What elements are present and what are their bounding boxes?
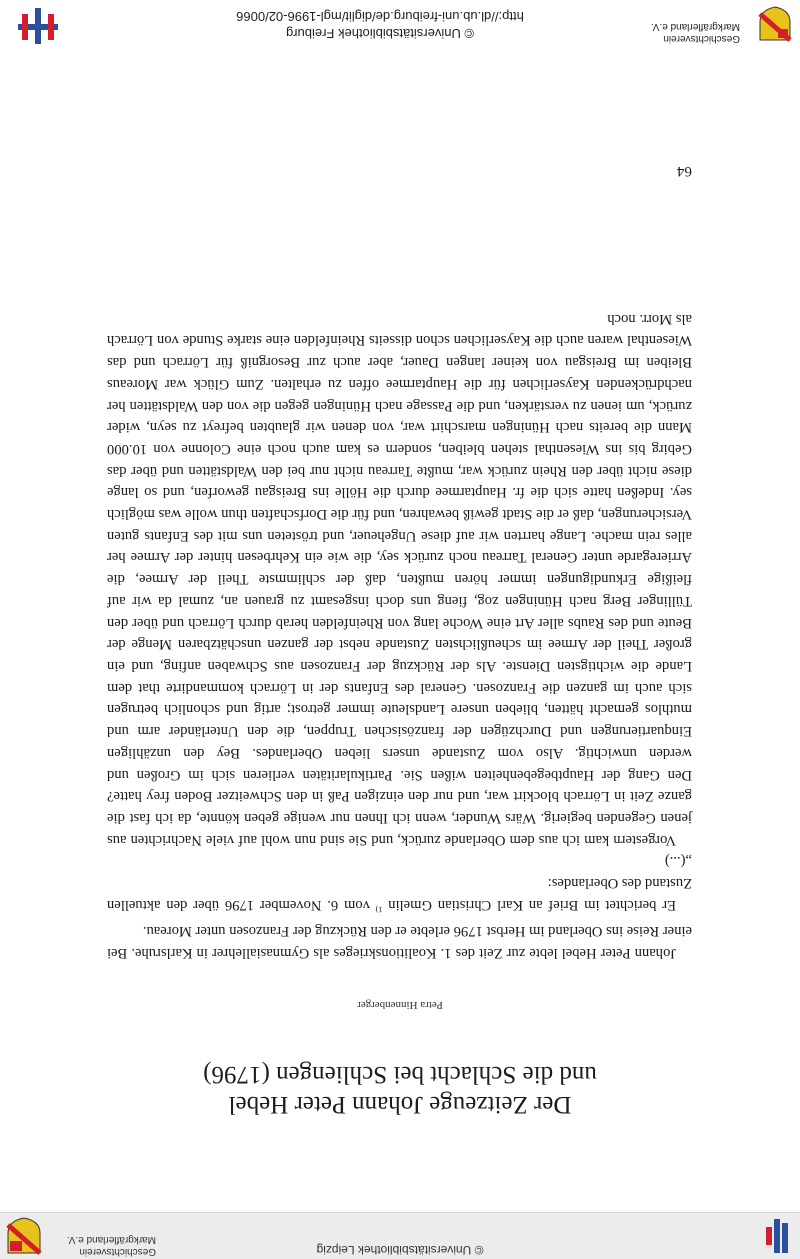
crest-logo-icon bbox=[6, 1217, 42, 1255]
library-copyright-text: © Universitätsbibliothek Freiburg bbox=[285, 26, 475, 41]
university-logo-icon bbox=[762, 1217, 792, 1255]
intro-paragraph: Johann Peter Hebel lebte zur Zeit des 1. Koalitionskrieges als Gymnasiallehrer in Karlsruhe. Bei einer Reise ins Oberland im Herbst 1796 erlebte er den Rückzug der Franzosen unter Moreau. bbox=[107, 923, 692, 961]
letter-intro-text: Er berichtet im Brief an Karl Christian Gmelin bbox=[388, 896, 676, 913]
association-name-text: Geschichtsverein Markgräflerland e.V. bbox=[66, 1234, 156, 1257]
letter-intro-paragraph bbox=[107, 871, 692, 919]
library-copyright-text: © Universitätsbibliothek Leipzig bbox=[316, 1243, 484, 1257]
association-name-text: Geschichtsverein Markgräflerland e.V. bbox=[650, 21, 740, 44]
footnote-marker: 1) bbox=[375, 904, 383, 914]
header-banner bbox=[0, 1212, 800, 1259]
crest-logo-icon bbox=[758, 6, 792, 42]
article-body bbox=[107, 307, 692, 963]
quote-ellipsis: „(...) bbox=[664, 853, 692, 870]
article-title-line-1: Der Zeitzeuge Johann Peter Hebel bbox=[228, 1091, 572, 1118]
article-author: Petra Hinnenberger bbox=[357, 999, 443, 1011]
footer-text-block bbox=[200, 8, 560, 42]
university-logo-icon bbox=[14, 6, 62, 46]
page-number: 64 bbox=[677, 163, 692, 179]
letter-intro-text-end: vom 6. November 1796 über den aktuellen Zustand des Oberlandes: bbox=[107, 875, 692, 913]
letter-quote-paragraph: Vorgestern kam ich aus dem Oberlande zurück, und Sie sind nun wohl auf viele Nachrichten aus jenen Gegenden begierig. Wärs Wunder, wenn ich Ihnen nur wenige geben könnte, da ich fast die ganze Zeit in Lörrach blockirt war, und nur den einzigen Paß in den Schweitzer Boden frey hatte? Den Gang der Hauptbegebenheiten wißen Sie. Partikularitäten verlieren sich im Großen und werden unwichtig. Also vom Zustande unsers lieben Oberlandes. Bey den unzähligen Einquartierungen und Durchzügen der französischen Truppen, die den Unterländer arm und muthlos gemacht hätten, blieben unsere Landsleute immer getrost; artig und schonlich betrugen sich auch im ganzen die Franzosen. General des Enfants der in Lörrach kommandirte that dem Lande die wichtigsten Dienste. Als der Rückzug der Franzosen aus Schwaben anfing, und ein großer Theil der Armee im scheußlichsten Zustande nebst der ganzen unschätzbaren Menge der Beute und des Raubs aller Art eine Woche lang von Rheinfelden herab durch Lörrach und über den Tüllinger Berg nach Hüningen zog, fieng uns doch insgesamt zu grauen an, zumal da wir auf fleißige Erkundigungen immer hören mußten, daß der schlimmste Theil der Armee, die Arrieregarde unter General Tarreau noch zurück sey, die wie ein Kehrbesen hinter der Armee her alles rein mache. Lange harrten wir auf diese Ungeheuer, und trösteten uns mit des Enfants guten Versicherungen, daß er die Stadt gewiß bewahren, und für die Dorfschaften thun wolle was möglich sey. Indeßen hatte sich die fr. Hauptarmee durch die Hölle ins Breisgau geworfen, und so lange diese nicht über den Rhein zurück war, mußte Tarreau nicht nur bei den Waldstätten und über das Gebirg bis ins Wiesenthal stehen bleiben, sondern es kam auch noch eine Colonne von 10.000 Mann die bereits nach Hüningen marschirt war, von denen wir glaubten befreyt zu seyn, wider zurück, um ienen zu verstärken, und die Passage nach Hüningen gegen die von den Waldstätten her nachdrückenden Kayserlichen für die Hauptarmee offen zu erhalten. Zum Glück war Moreaus Bleiben im Breisgau von keiner langen Dauer, aber auch zur Besorgniß für Lörrach und das Wiesenthal waren auch die Kayserlichen schon disseits Rheinfelden eine starke Stunde von Lörrach als Morr. noch bbox=[107, 310, 692, 848]
article-title-line-2: und die Schlacht bei Schliengen (1796) bbox=[203, 1061, 597, 1088]
footer-banner bbox=[0, 0, 800, 46]
article-title bbox=[0, 1059, 800, 1119]
document-url-link[interactable]: http://dl.ub.uni-freiburg.de/diglit/mgl-1996-02/0066 bbox=[236, 9, 524, 24]
